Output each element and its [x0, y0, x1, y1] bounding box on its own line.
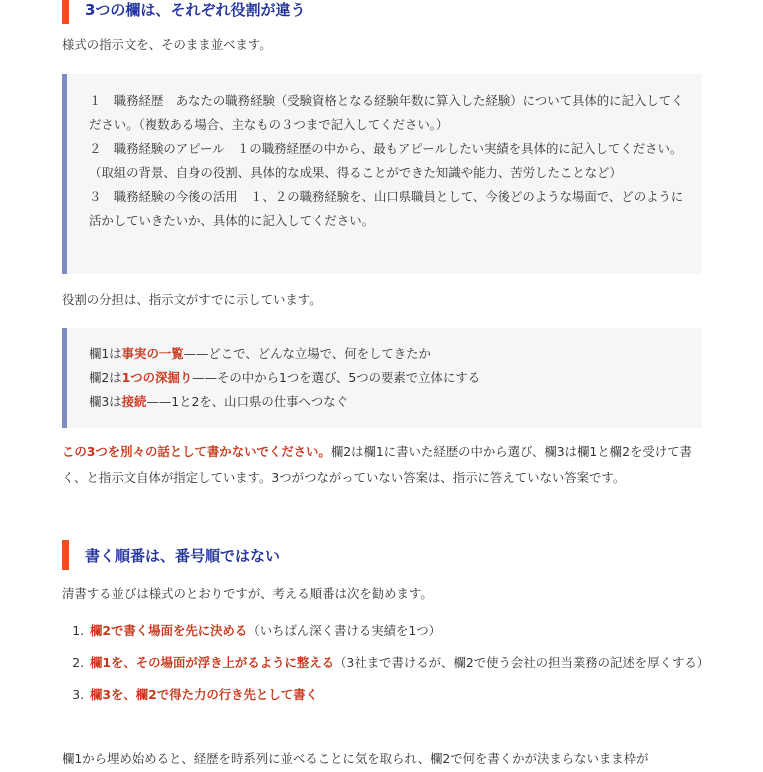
role-key: 1つの深掘り	[121, 370, 193, 385]
paragraph-intro: 様式の指示文を、そのまま並べます。	[62, 37, 272, 52]
step-item-3: 3. 欄3を、欄2で得た力の行き先として書く	[88, 683, 728, 707]
section-heading-text: 3つの欄は、それぞれ役割が違う	[85, 0, 306, 19]
roles-quote	[62, 328, 702, 428]
order-steps-list	[62, 619, 728, 715]
paragraph-division: 役割の分担は、指示文がすでに示しています。	[62, 292, 322, 307]
paragraph-warning: この3つを別々の話として書かないでください。欄2は欄1に書いた経歴の中から選び、欄3は欄1と欄2を受けて書く、と指示文自体が指定しています。3つがつながっていない答案は、指示に答えていない答案です。	[62, 444, 692, 485]
instruction-item-1: １ 職務経歴 あなたの職務経験（受験資格となる経験年数に算入した経験）について具体的に記入してください。（複数ある場合、主なもの３つまで記入してください。）	[89, 93, 684, 132]
step-item-2: 2. 欄1を、その場面が浮き上がるように整える（3社まで書けるが、欄2で使う会社の担当業務の記述を厚くする）	[88, 651, 728, 675]
step-item-1: 1. 欄2で書く場面を先に決める（いちばん深く書ける実績を1つ）	[88, 619, 728, 643]
role-item-1: 欄1は事実の一覧——どこで、どんな立場で、何をしてきたか	[89, 346, 431, 361]
role-item-2: 欄2は1つの深掘り——その中から1つを選び、5つの要素で立体にする	[89, 370, 481, 385]
section-heading-order	[62, 540, 702, 570]
paragraph-closing: 欄1から埋め始めると、経歴を時系列に並べることに気を取られ、欄2で何を書くかが決まらないまま枠が	[62, 751, 649, 766]
role-key: 事実の一覧	[121, 346, 184, 361]
instruction-quote	[62, 74, 702, 274]
section-heading-roles	[62, 0, 702, 24]
section-heading-text: 書く順番は、番号順ではない	[85, 546, 281, 565]
instruction-item-3: ３ 職務経験の今後の活用 １、２の職務経験を、山口県職員として、今後どのような場面で、どのように活かしていきたいか、具体的に記入してください。	[89, 189, 684, 228]
role-key: 接続	[121, 394, 147, 409]
role-item-3: 欄3は接続——1と2を、山口県の仕事へつなぐ	[89, 394, 349, 409]
instruction-item-2: ２ 職務経験のアピール １の職務経歴の中から、最もアピールしたい実績を具体的に記入してください。（取組の背景、自身の役割、具体的な成果、得ることができた知識や能力、苦労したことなど）	[89, 141, 683, 180]
paragraph-order-intro: 清書する並びは様式のとおりですが、考える順番は次を勧めます。	[62, 586, 433, 601]
warning-emphasis: この3つを別々の話として書かないでください。	[62, 444, 331, 459]
